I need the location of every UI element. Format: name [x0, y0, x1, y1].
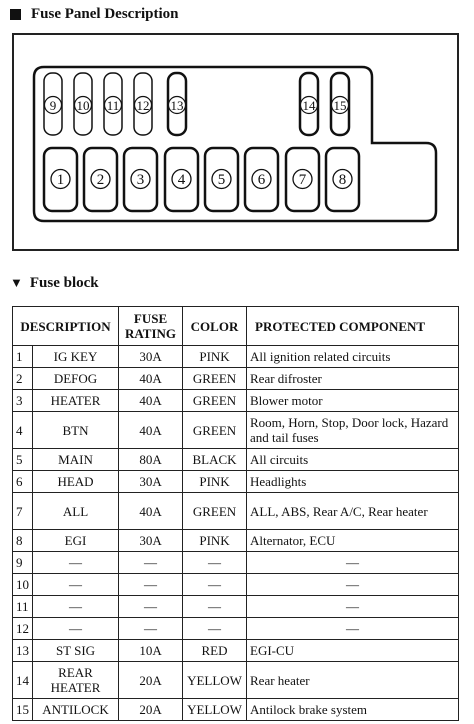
header-protected-component: PROTECTED COMPONENT [247, 307, 459, 346]
large-fuse-label: 3 [136, 172, 145, 188]
table-row [13, 530, 459, 552]
square-bullet-icon [10, 9, 21, 20]
table-row [13, 471, 459, 493]
protected-component-cell: — [247, 552, 459, 574]
fuse-block-heading [10, 274, 99, 292]
table-row [13, 552, 459, 574]
large-fuse-label: 4 [177, 172, 186, 188]
table-row [13, 493, 459, 530]
table-row [13, 368, 459, 390]
fuse-number-cell: 5 [13, 449, 33, 471]
protected-component-cell: Rear heater [247, 662, 459, 699]
small-fuse-15 [331, 73, 349, 135]
color-cell: — [183, 574, 247, 596]
protected-component-cell: Rear difroster [247, 368, 459, 390]
header-description: DESCRIPTION [13, 307, 119, 346]
large-fuse-5 [205, 148, 238, 211]
table-row [13, 449, 459, 471]
table-row [13, 699, 459, 721]
small-fuse-12 [134, 73, 152, 135]
fuse-number-cell: 2 [13, 368, 33, 390]
protected-component-cell: Headlights [247, 471, 459, 493]
color-cell: PINK [183, 346, 247, 368]
description-cell: ALL [33, 493, 119, 530]
fuse-number-cell: 8 [13, 530, 33, 552]
fuse-rating-cell: 40A [119, 390, 183, 412]
description-cell: HEAD [33, 471, 119, 493]
small-fuse-10 [74, 73, 92, 135]
protected-component-cell: — [247, 596, 459, 618]
fuse-rating-cell: — [119, 596, 183, 618]
fuse-number-cell: 11 [13, 596, 33, 618]
large-fuse-label: 2 [96, 172, 105, 188]
table-row [13, 346, 459, 368]
fuse-rating-cell: 40A [119, 412, 183, 449]
color-cell: GREEN [183, 412, 247, 449]
table-row [13, 390, 459, 412]
fuse-rating-cell: 80A [119, 449, 183, 471]
color-cell: — [183, 552, 247, 574]
small-fuse-13 [168, 73, 186, 135]
table-row [13, 662, 459, 699]
description-cell: EGI [33, 530, 119, 552]
small-fuse-14 [300, 73, 318, 135]
large-fuse-label: 6 [257, 172, 266, 188]
fuse-panel-frame [12, 33, 459, 251]
fuse-number-cell: 4 [13, 412, 33, 449]
color-cell: GREEN [183, 390, 247, 412]
color-cell: RED [183, 640, 247, 662]
description-cell: REAR HEATER [33, 662, 119, 699]
large-fuse-label: 8 [338, 172, 347, 188]
protected-component-cell: Blower motor [247, 390, 459, 412]
small-fuse-11 [104, 73, 122, 135]
table-row [13, 640, 459, 662]
fuse-table [12, 306, 459, 721]
description-cell: — [33, 574, 119, 596]
triangle-down-icon: ▼ [10, 275, 23, 290]
fuse-rating-cell: 30A [119, 346, 183, 368]
fuse-block-heading-text: Fuse block [29, 275, 99, 291]
large-fuse-2 [84, 148, 117, 211]
large-fuse-label: 1 [56, 172, 65, 188]
color-cell: YELLOW [183, 699, 247, 721]
small-fuse-label: 14 [302, 98, 316, 113]
protected-component-cell: EGI-CU [247, 640, 459, 662]
description-cell: — [33, 596, 119, 618]
small-fuse-label: 9 [49, 98, 57, 113]
fuse-number-cell: 15 [13, 699, 33, 721]
fuse-rating-cell: 10A [119, 640, 183, 662]
fuse-number-cell: 1 [13, 346, 33, 368]
large-fuse-3 [124, 148, 157, 211]
color-cell: PINK [183, 471, 247, 493]
protected-component-cell: — [247, 618, 459, 640]
fuse-rating-cell: 30A [119, 471, 183, 493]
protected-component-cell: Alternator, ECU [247, 530, 459, 552]
description-cell: BTN [33, 412, 119, 449]
large-fuse-7 [286, 148, 319, 211]
fuse-rating-cell: 40A [119, 368, 183, 390]
panel-heading-text: Fuse Panel Description [31, 6, 179, 22]
small-fuse-label: 11 [106, 98, 120, 113]
fuse-rating-cell: 30A [119, 530, 183, 552]
large-fuse-8 [326, 148, 359, 211]
color-cell: GREEN [183, 368, 247, 390]
color-cell: YELLOW [183, 662, 247, 699]
fuse-block-outline [34, 67, 436, 221]
table-row [13, 412, 459, 449]
fuse-number-cell: 10 [13, 574, 33, 596]
table-row [13, 618, 459, 640]
protected-component-cell: All ignition related circuits [247, 346, 459, 368]
fuse-number-cell: 7 [13, 493, 33, 530]
fuse-number-cell: 6 [13, 471, 33, 493]
description-cell: DEFOG [33, 368, 119, 390]
small-fuse-label: 10 [76, 98, 90, 113]
large-fuse-6 [245, 148, 278, 211]
fuse-number-cell: 13 [13, 640, 33, 662]
color-cell: — [183, 618, 247, 640]
fuse-rating-cell: 20A [119, 662, 183, 699]
description-cell: MAIN [33, 449, 119, 471]
description-cell: IG KEY [33, 346, 119, 368]
protected-component-cell: ALL, ABS, Rear A/C, Rear heater [247, 493, 459, 530]
fuse-rating-cell: — [119, 552, 183, 574]
panel-heading [10, 5, 179, 23]
fuse-number-cell: 3 [13, 390, 33, 412]
large-fuse-label: 5 [217, 172, 226, 188]
fuse-number-cell: 14 [13, 662, 33, 699]
protected-component-cell: Room, Horn, Stop, Door lock, Hazard and tail fuses [247, 412, 459, 449]
fuse-rating-cell: 20A [119, 699, 183, 721]
small-fuse-label: 12 [136, 98, 150, 113]
description-cell: — [33, 618, 119, 640]
table-row [13, 596, 459, 618]
protected-component-cell: All circuits [247, 449, 459, 471]
fuse-rating-cell: — [119, 618, 183, 640]
color-cell: — [183, 596, 247, 618]
small-fuse-label: 13 [170, 98, 184, 113]
fuse-number-cell: 12 [13, 618, 33, 640]
color-cell: BLACK [183, 449, 247, 471]
fuse-number-cell: 9 [13, 552, 33, 574]
table-header-row [13, 307, 459, 346]
table-row [13, 574, 459, 596]
header-fuse-rating: FUSE RATING [119, 307, 183, 346]
description-cell: — [33, 552, 119, 574]
small-fuse-9 [44, 73, 62, 135]
fuse-panel-diagram [14, 35, 457, 249]
large-fuse-label: 7 [298, 172, 307, 188]
color-cell: PINK [183, 530, 247, 552]
fuse-rating-cell: 40A [119, 493, 183, 530]
description-cell: ST SIG [33, 640, 119, 662]
description-cell: ANTILOCK [33, 699, 119, 721]
header-color: COLOR [183, 307, 247, 346]
fuse-rating-cell: — [119, 574, 183, 596]
large-fuse-4 [165, 148, 198, 211]
small-fuse-label: 15 [333, 98, 347, 113]
protected-component-cell: — [247, 574, 459, 596]
large-fuse-1 [44, 148, 77, 211]
description-cell: HEATER [33, 390, 119, 412]
protected-component-cell: Antilock brake system [247, 699, 459, 721]
color-cell: GREEN [183, 493, 247, 530]
